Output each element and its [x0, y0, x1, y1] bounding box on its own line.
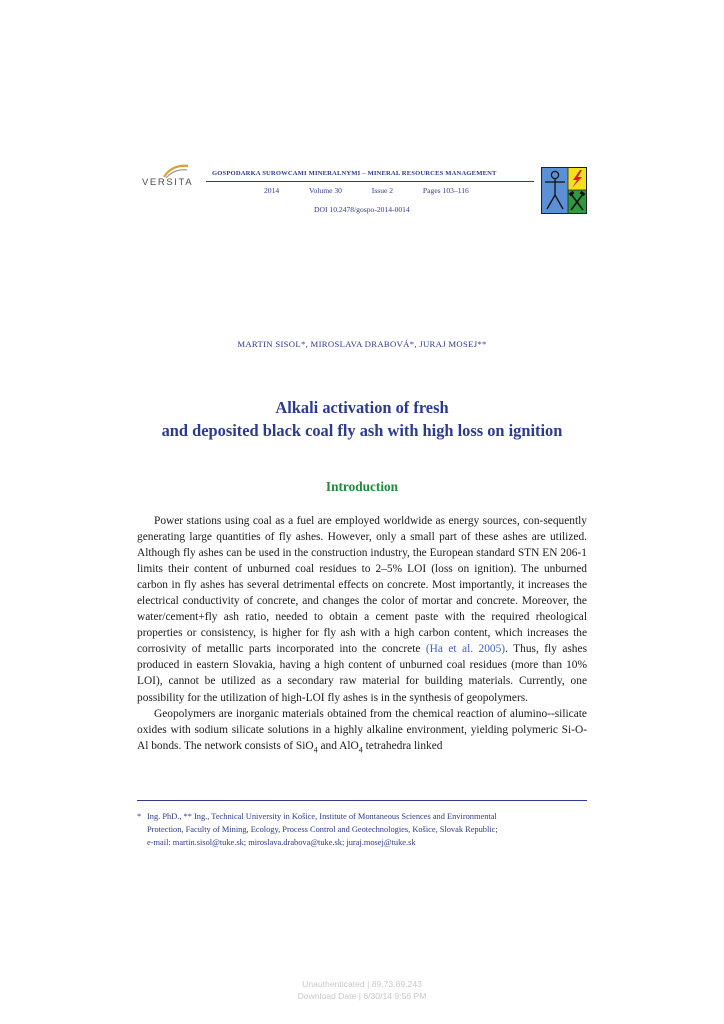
footnote — [137, 811, 587, 850]
citation-link[interactable]: (Ha et al. 2005) — [425, 643, 506, 656]
issue-year: 2014 — [264, 186, 280, 195]
paragraph-2-text-b: and AlO — [317, 739, 359, 752]
author-list: MARTIN SISOL*, MIROSLAVA DRABOVÁ*, JURAJ MOSEJ** — [237, 339, 487, 349]
issue-number: Issue 2 — [371, 186, 394, 195]
footnote-line-2: Protection, Faculty of Mining, Ecology, Process Control and Geotechnologies, Košice, Slovak Republic; — [147, 824, 498, 834]
issue-info — [264, 186, 469, 195]
paragraph-2-text-a: Geopolymers are inorganic materials obtained from the chemical reaction of alumino--silicate oxides with sodium silicate solutions in a highly alkaline environment, yielding polymeric Si-O-Al bonds. The network consists of SiO — [137, 707, 587, 752]
paragraph-2-text-c: tetrahedra linked — [362, 739, 443, 752]
subscript-4: 4 — [358, 744, 363, 754]
paragraph-2 — [137, 706, 587, 754]
watermark-line-1: Unauthenticated | 89.73.89.243 — [302, 979, 422, 989]
mineral-resources-logo-icon — [541, 167, 587, 214]
subscript-4: 4 — [313, 744, 318, 754]
issue-pages: Pages 103–116 — [422, 186, 469, 195]
body-text — [137, 513, 587, 754]
paragraph-1-text-b: . Thus, fly ashes produced in eastern Slovakia, having a high content of unburned coal residues (more than 10% LOI), cannot be utilized as a secondary raw material for building materials. Currently, one possibility for the utilization of high-LOI fly ashes is in the synthesis of geopolymers. — [137, 643, 587, 704]
versita-logo — [142, 163, 194, 191]
watermark-line-2: Download Date | 6/30/14 9:56 PM — [297, 991, 427, 1002]
section-heading-introduction: Introduction — [325, 479, 399, 494]
header-rule — [206, 181, 534, 182]
paper-title-line-1: Alkali activation of fresh — [275, 398, 449, 417]
footnote-line-1: Ing. PhD., ** Ing., Technical University in Košice, Institute of Montaneous Sciences and Environmental — [147, 812, 497, 821]
doi: DOI 10.2478/gospo-2014-0014 — [314, 205, 410, 214]
footnote-rule — [137, 800, 587, 801]
download-watermark — [0, 978, 724, 1003]
paragraph-1 — [137, 513, 587, 706]
issue-volume: Volume 30 — [309, 186, 342, 195]
journal-name: GOSPODARKA SUROWCAMI MINERALNYMI – MINERAL RESOURCES MANAGEMENT — [212, 170, 497, 177]
footnote-marker: * — [137, 812, 142, 821]
footnote-line-3: e-mail: martin.sisol@tuke.sk; miroslava.drabova@tuke.sk; juraj.mosej@tuke.sk — [147, 837, 416, 847]
versita-logo-text: VERSITA — [142, 177, 194, 188]
paper-title-line-2: and deposited black coal fly ash with high loss on ignition — [161, 421, 563, 440]
paper-title — [0, 396, 724, 442]
paragraph-1-text-a: Power stations using coal as a fuel are employed worldwide as energy sources, con-sequently generating large quantities of fly ashes. However, only a small part of these ashes are utilized. Although fly ashes can be used in the construction industry, the European standard STN EN 206-1 limits their content of unburned coal residues to 2–5% LOI (loss on ignition). The unburned carbon in fly ashes has several detrimental effects on concrete. Most importantly, it increases the electrical conductivity of concrete, and changes the color of mortar and concrete. Moreover, the water/cement+fly ash ratio, needed to obtain a cement paste with the required rheological properties or consistency, is higher for fly ash with a high carbon content, which increases the corrosivity of metallic parts incorporated into the concrete — [137, 515, 587, 656]
